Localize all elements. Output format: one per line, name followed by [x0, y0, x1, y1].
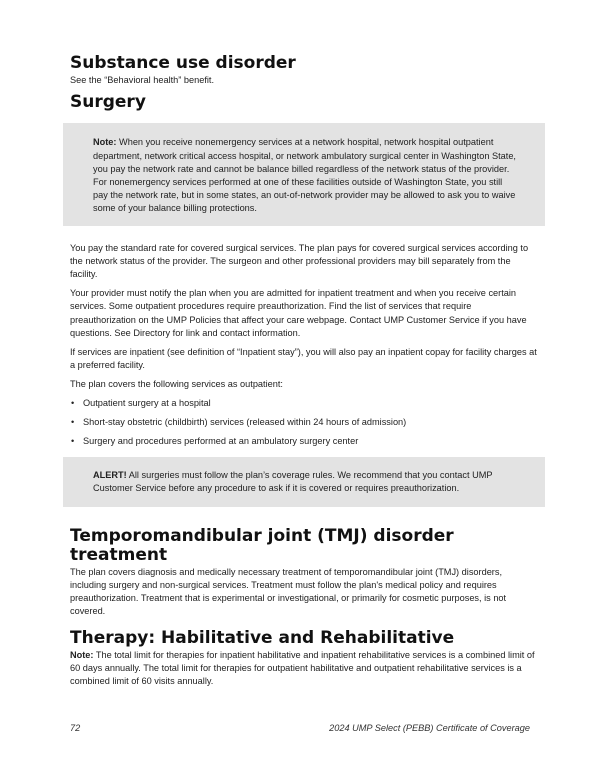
surgery-note-box [63, 123, 545, 225]
therapy-note-label: Note: [70, 650, 94, 661]
surgery-note [93, 136, 517, 215]
heading-substance-use-disorder: Substance use disorder [70, 53, 296, 73]
list-item: • Outpatient surgery at a hospital [70, 397, 538, 410]
document-title: 2024 UMP Select (PEBB) Certificate of Coverage [329, 723, 530, 733]
therapy-text [70, 649, 538, 689]
outpatient-services-list [70, 397, 538, 449]
therapy-note-text: The total limit for therapies for inpatient habilitative and inpatient rehabilitative services is a combined limit of 60 days annually. The total limit for therapies for outpatient habilitative and outpatient rehabilitative services is a combined limit of 60 visits annually. [70, 650, 535, 687]
note-label: Note: [93, 137, 117, 148]
surgery-alert-box [63, 457, 545, 506]
tmj-text: The plan covers diagnosis and medically necessary treatment of temporomandibular joint (TMJ) disorders, including surgery and non-surgical services. Treatment must follow the plan's medical policy and requires preauthorization. Treatment that is experimental or investigational, or primarily for cosmetic purposes, is not covered. [70, 566, 507, 617]
heading-tmj: Temporomandibular joint (TMJ) disorder treatment [70, 525, 454, 566]
substance-use-text: See the “Behavioral health” benefit. [70, 74, 215, 85]
page-content [70, 54, 538, 689]
surgery-paragraph-2: Your provider must notify the plan when you are admitted for inpatient treatment and when you receive certain services. Some outpatient procedures require preauthorization. Find the list of services that require preauthorization on the UMP Policies that affect your care webpage. Contact UMP Customer Service if you have questions. See Directory for link and contact information. [70, 288, 527, 338]
alert-label: ALERT! [93, 470, 127, 481]
surgery-paragraph-4: The plan covers the following services as outpatient: [70, 379, 283, 390]
note-text: When you receive nonemergency services at a network hospital, network hospital outpatient department, network critical access hospital, or network ambulatory surgical center in Washington State, you pay the network rate and cannot be balance billed regardless of the network status of the provider. For nonemergency services performed at one of these facilities outside of Washington State, you still pay the network rate, but in some states, an out-of-network provider may be allowed to ask you to waive some of your balance billing protections. [93, 137, 516, 214]
alert-text: All surgeries must follow the plan’s coverage rules. We recommend that you contact UMP Customer Service before any procedure to ask if it is covered or requires preauthorization. [93, 470, 493, 494]
list-item: • Short-stay obstetric (childbirth) services (released within 24 hours of admission) [70, 416, 538, 429]
surgery-paragraph-1: You pay the standard rate for covered surgical services. The plan pays for covered surgical services according to the network status of the provider. The surgeon and other professional providers may bill separately from the facility. [70, 242, 529, 279]
surgery-alert [93, 469, 517, 495]
heading-surgery: Surgery [70, 91, 146, 112]
heading-therapy: Therapy: Habilitative and Rehabilitative [70, 628, 455, 649]
surgery-paragraph-3: If services are inpatient (see definition of “Inpatient stay”), you will also pay an inpatient copay for facility charges at a preferred facility. [70, 346, 537, 371]
list-item: • Surgery and procedures performed at an ambulatory surgery center [70, 435, 538, 448]
page-number: 72 [70, 723, 81, 733]
